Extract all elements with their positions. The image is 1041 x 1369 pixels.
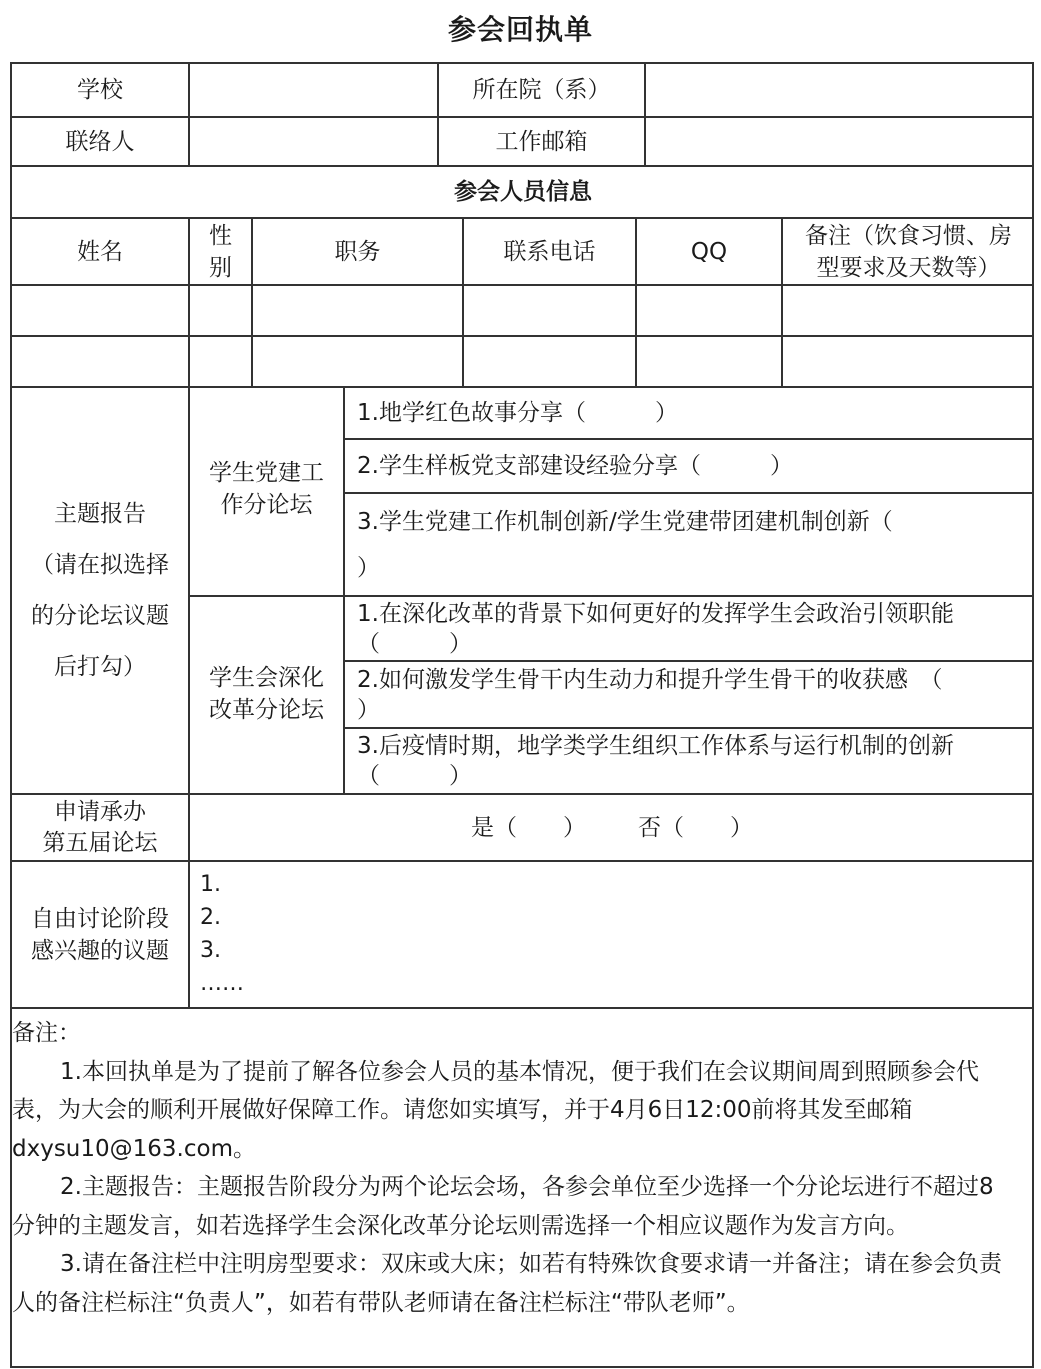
header-phone: 联系电话 xyxy=(503,238,596,265)
school-label: 学校 xyxy=(77,77,123,103)
free-discussion-list[interactable] xyxy=(200,868,244,1000)
header-name: 姓名 xyxy=(77,238,123,265)
notes-paragraph-3: 3.请在备注栏中注明房型要求：双床或大床；如若有特殊饮食要求请一并备注；请在参会负责人的备注栏标注“负责人”，如若有带队老师请在备注栏标注“带队老师”。 xyxy=(12,1251,1002,1316)
free-discussion-label xyxy=(12,862,188,1007)
forum2-item1-line2: （ ） xyxy=(357,630,472,657)
forum2-item2[interactable] xyxy=(345,662,1034,727)
contact-input[interactable] xyxy=(190,118,437,165)
topic-report-label xyxy=(12,388,188,793)
host-no-option[interactable]: 否（ ） xyxy=(638,814,753,841)
forum2-item3-line1: 3.后疫情时期，地学类学生组织工作体系与运行机制的创新 xyxy=(357,733,954,759)
participant-row-1-name-input[interactable] xyxy=(12,286,188,335)
forum1-name-line2: 作分论坛 xyxy=(220,492,313,518)
host-label-line2: 第五届论坛 xyxy=(42,829,158,856)
host-choice xyxy=(190,795,1034,860)
header-qq: QQ xyxy=(690,238,728,265)
forum2-item2-line1: 2.如何激发学生骨干内生动力和提升学生骨干的收获感 （ xyxy=(357,666,943,693)
forum2-item1[interactable] xyxy=(345,597,1034,660)
forum2-item1-line1: 1.在深化改革的背景下如何更好的发挥学生会政治引领职能 xyxy=(357,600,954,627)
participant-row-2-name-input[interactable] xyxy=(12,337,188,386)
forum2-name-line1: 学生会深化 xyxy=(209,665,324,691)
list-item: 1. xyxy=(200,872,221,897)
forum1-name-line1: 学生党建工 xyxy=(209,460,324,486)
header-gender-line1: 性 xyxy=(209,222,232,249)
header-remarks xyxy=(783,219,1034,284)
notes-paragraph-2: 2.主题报告：主题报告阶段分为两个论坛会场，各参会单位至少选择一个分论坛进行不超过8分钟的主题发言，如若选择学生会深化改革分论坛则需选择一个相应议题作为发言方向。 xyxy=(12,1174,994,1239)
forum1-item2[interactable]: 2.学生样板党支部建设经验分享（ ） xyxy=(357,453,793,479)
free-discussion-label-line1: 自由讨论阶段 xyxy=(31,905,169,932)
topic-report-label-line4: 后打勾） xyxy=(54,653,146,680)
forum1-item1[interactable]: 1.地学红色故事分享（ ） xyxy=(357,400,678,426)
list-item: 2. xyxy=(200,905,221,930)
header-position: 职务 xyxy=(334,238,381,265)
host-yes-option[interactable]: 是（ ） xyxy=(471,814,586,841)
header-remarks-line1: 备注（饮食习惯、房 xyxy=(805,222,1012,249)
notes-heading: 备注： xyxy=(12,1020,81,1046)
forum2-name xyxy=(190,649,343,739)
forum2-item3-line2: （ ） xyxy=(357,763,472,789)
notes-paragraph-1: 1.本回执单是为了提前了解各位参会人员的基本情况，便于我们在会议期间周到照顾参会代表，为大会的顺利开展做好保障工作。请您如实填写，并于4月6日12:00前将其发至邮箱dxysu10@163.com。 xyxy=(12,1058,979,1162)
topic-report-label-line2: （请在拟选择 xyxy=(31,551,169,578)
school-input[interactable] xyxy=(190,64,437,116)
host-label xyxy=(12,795,188,860)
header-remarks-line2: 型要求及天数等） xyxy=(816,254,1001,281)
forum1-item3-line2: ） xyxy=(357,554,380,581)
forum1-item3-line1: 3.学生党建工作机制创新/学生党建带团建机制创新（ xyxy=(357,508,893,535)
participants-section-title: 参会人员信息 xyxy=(454,179,592,205)
host-label-line1: 申请承办 xyxy=(54,798,146,825)
email-label: 工作邮箱 xyxy=(495,128,588,155)
list-item: …… xyxy=(200,971,244,996)
forum2-item2-line2: ） xyxy=(357,696,380,723)
row-divider xyxy=(12,1007,1034,1009)
forum2-item3[interactable] xyxy=(345,729,1034,793)
form-title: 参会回执单 xyxy=(447,13,593,46)
topic-report-label-line3: 的分论坛议题 xyxy=(31,602,169,629)
list-item: 3. xyxy=(200,938,221,963)
notes-section xyxy=(12,1014,1012,1322)
forum1-name xyxy=(190,444,343,534)
contact-label: 联络人 xyxy=(65,128,135,155)
topic-report-label-line1: 主题报告 xyxy=(54,500,146,527)
free-discussion-label-line2: 感兴趣的议题 xyxy=(31,937,169,964)
header-gender-line2: 别 xyxy=(209,254,232,281)
forum1-item3[interactable] xyxy=(345,494,1034,595)
forum2-name-line2: 改革分论坛 xyxy=(209,697,324,723)
department-input[interactable] xyxy=(646,64,1034,116)
header-gender xyxy=(190,219,251,284)
department-label: 所在院（系） xyxy=(472,77,611,103)
email-input[interactable] xyxy=(646,118,1034,165)
